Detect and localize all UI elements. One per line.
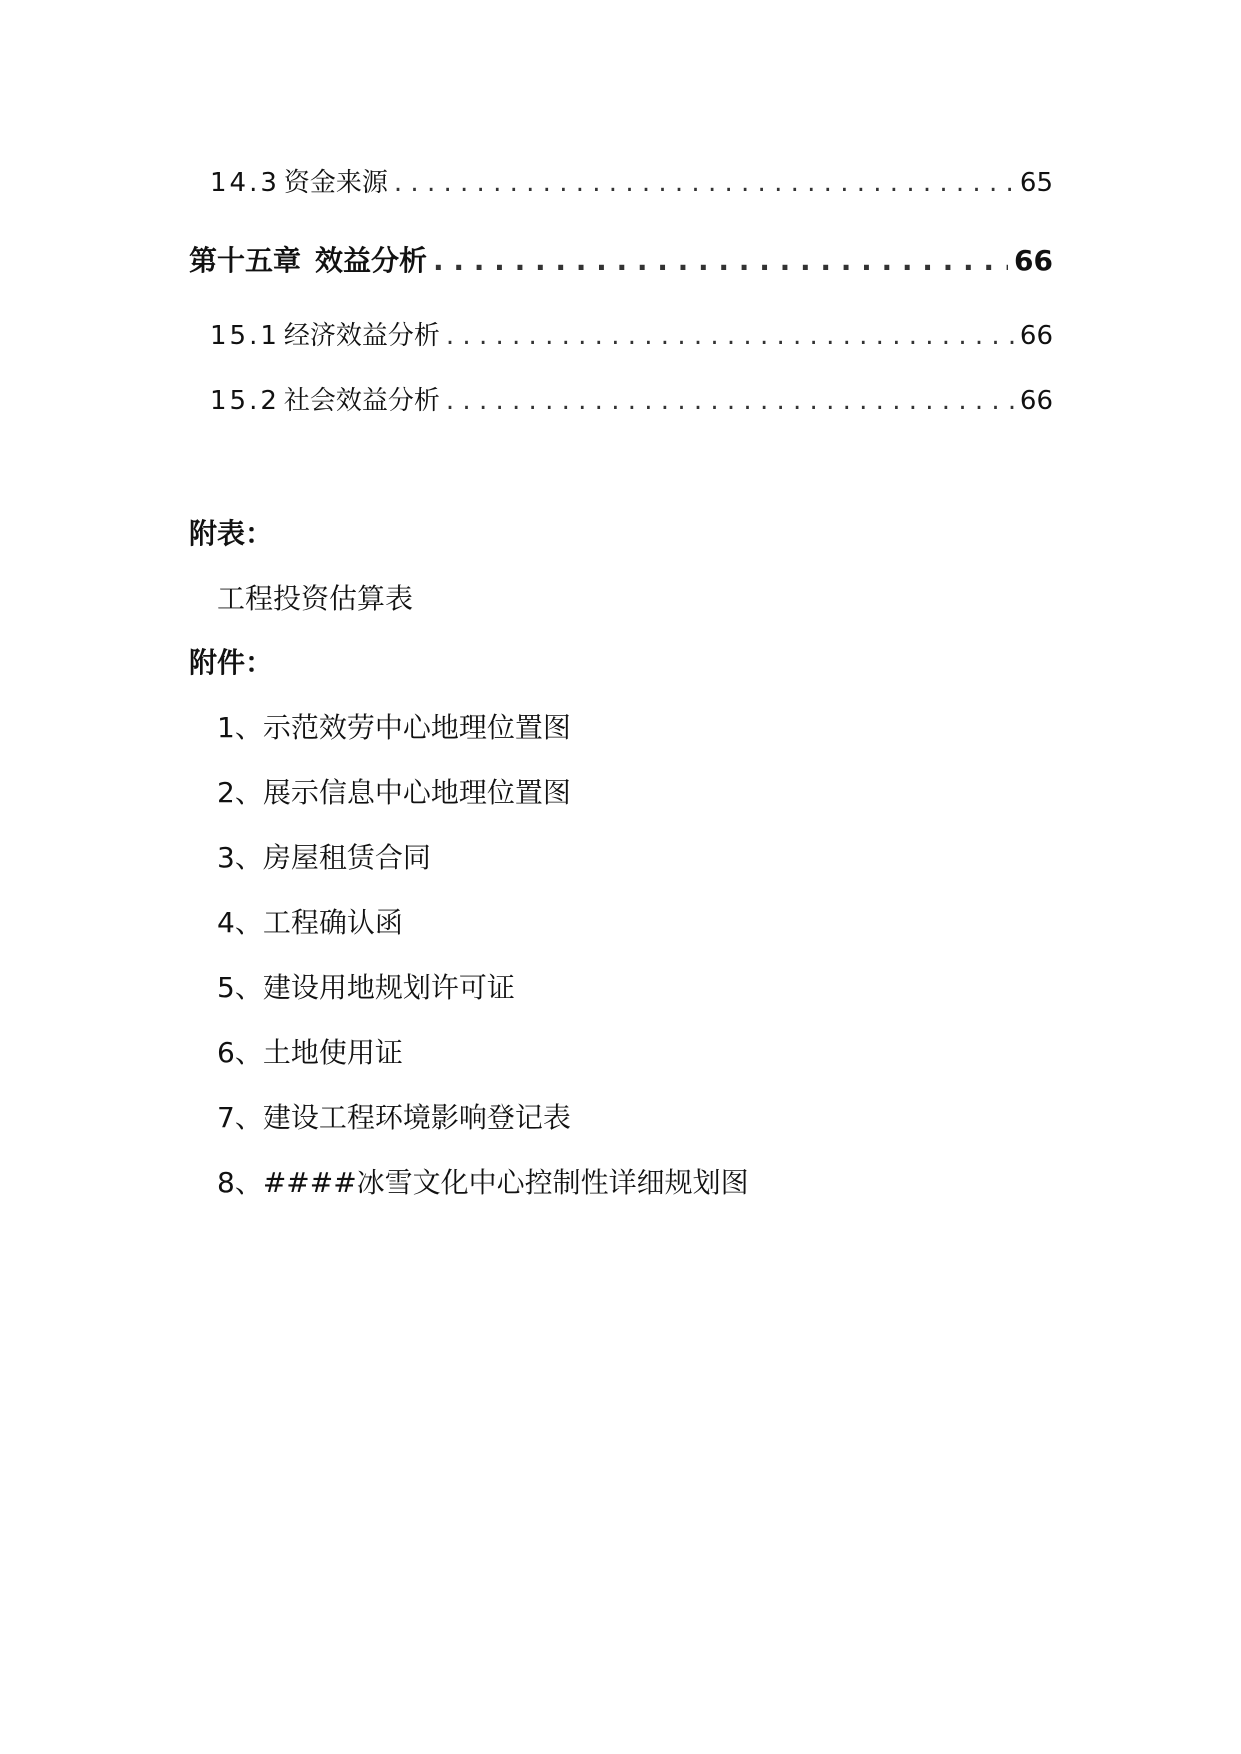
attachment-item: 5、建设用地规划许可证 xyxy=(217,971,515,1004)
toc-entry-page: 65 xyxy=(1019,168,1053,198)
toc-entry-number: 15.1 xyxy=(210,321,280,351)
attachment-item: 6、土地使用证 xyxy=(217,1036,403,1069)
attachment-item: 8、####冰雪文化中心控制性详细规划图 xyxy=(217,1166,749,1199)
appendix-table-item: 工程投资估算表 xyxy=(217,582,414,615)
attachment-item: 2、展示信息中心地理位置图 xyxy=(217,776,571,809)
toc-dot-leader xyxy=(394,163,1014,203)
toc-chapter-15[interactable] xyxy=(189,241,1053,281)
toc-dot-leader xyxy=(446,316,1014,356)
toc-entry-title: 经济效益分析 xyxy=(283,321,440,351)
toc-chapter-label: 第十五章 xyxy=(189,244,302,277)
toc-entry-title: 社会效益分析 xyxy=(283,386,440,416)
attachment-item: 4、工程确认函 xyxy=(217,906,403,939)
attachment-item: 1、示范效劳中心地理位置图 xyxy=(217,711,571,744)
toc-entry-number: 15.2 xyxy=(210,386,280,416)
toc-entry-page: 66 xyxy=(1019,386,1053,416)
attachment-item: 7、建设工程环境影响登记表 xyxy=(217,1101,571,1134)
attachments-heading: 附件： xyxy=(189,646,274,679)
toc-entry-15-1[interactable] xyxy=(210,316,1053,356)
toc-chapter-page: 66 xyxy=(1014,244,1053,277)
toc-entry-title: 资金来源 xyxy=(283,168,388,198)
toc-entry-14-3[interactable] xyxy=(210,163,1053,203)
toc-entry-number: 14.3 xyxy=(210,168,280,198)
toc-dot-leader xyxy=(433,241,1008,281)
attachment-item: 3、房屋租赁合同 xyxy=(217,841,431,874)
appendix-tables-heading: 附表： xyxy=(189,517,274,550)
toc-dot-leader xyxy=(446,381,1014,421)
toc-entry-15-2[interactable] xyxy=(210,381,1053,421)
toc-chapter-title: 效益分析 xyxy=(315,244,428,277)
toc-entry-page: 66 xyxy=(1019,321,1053,351)
